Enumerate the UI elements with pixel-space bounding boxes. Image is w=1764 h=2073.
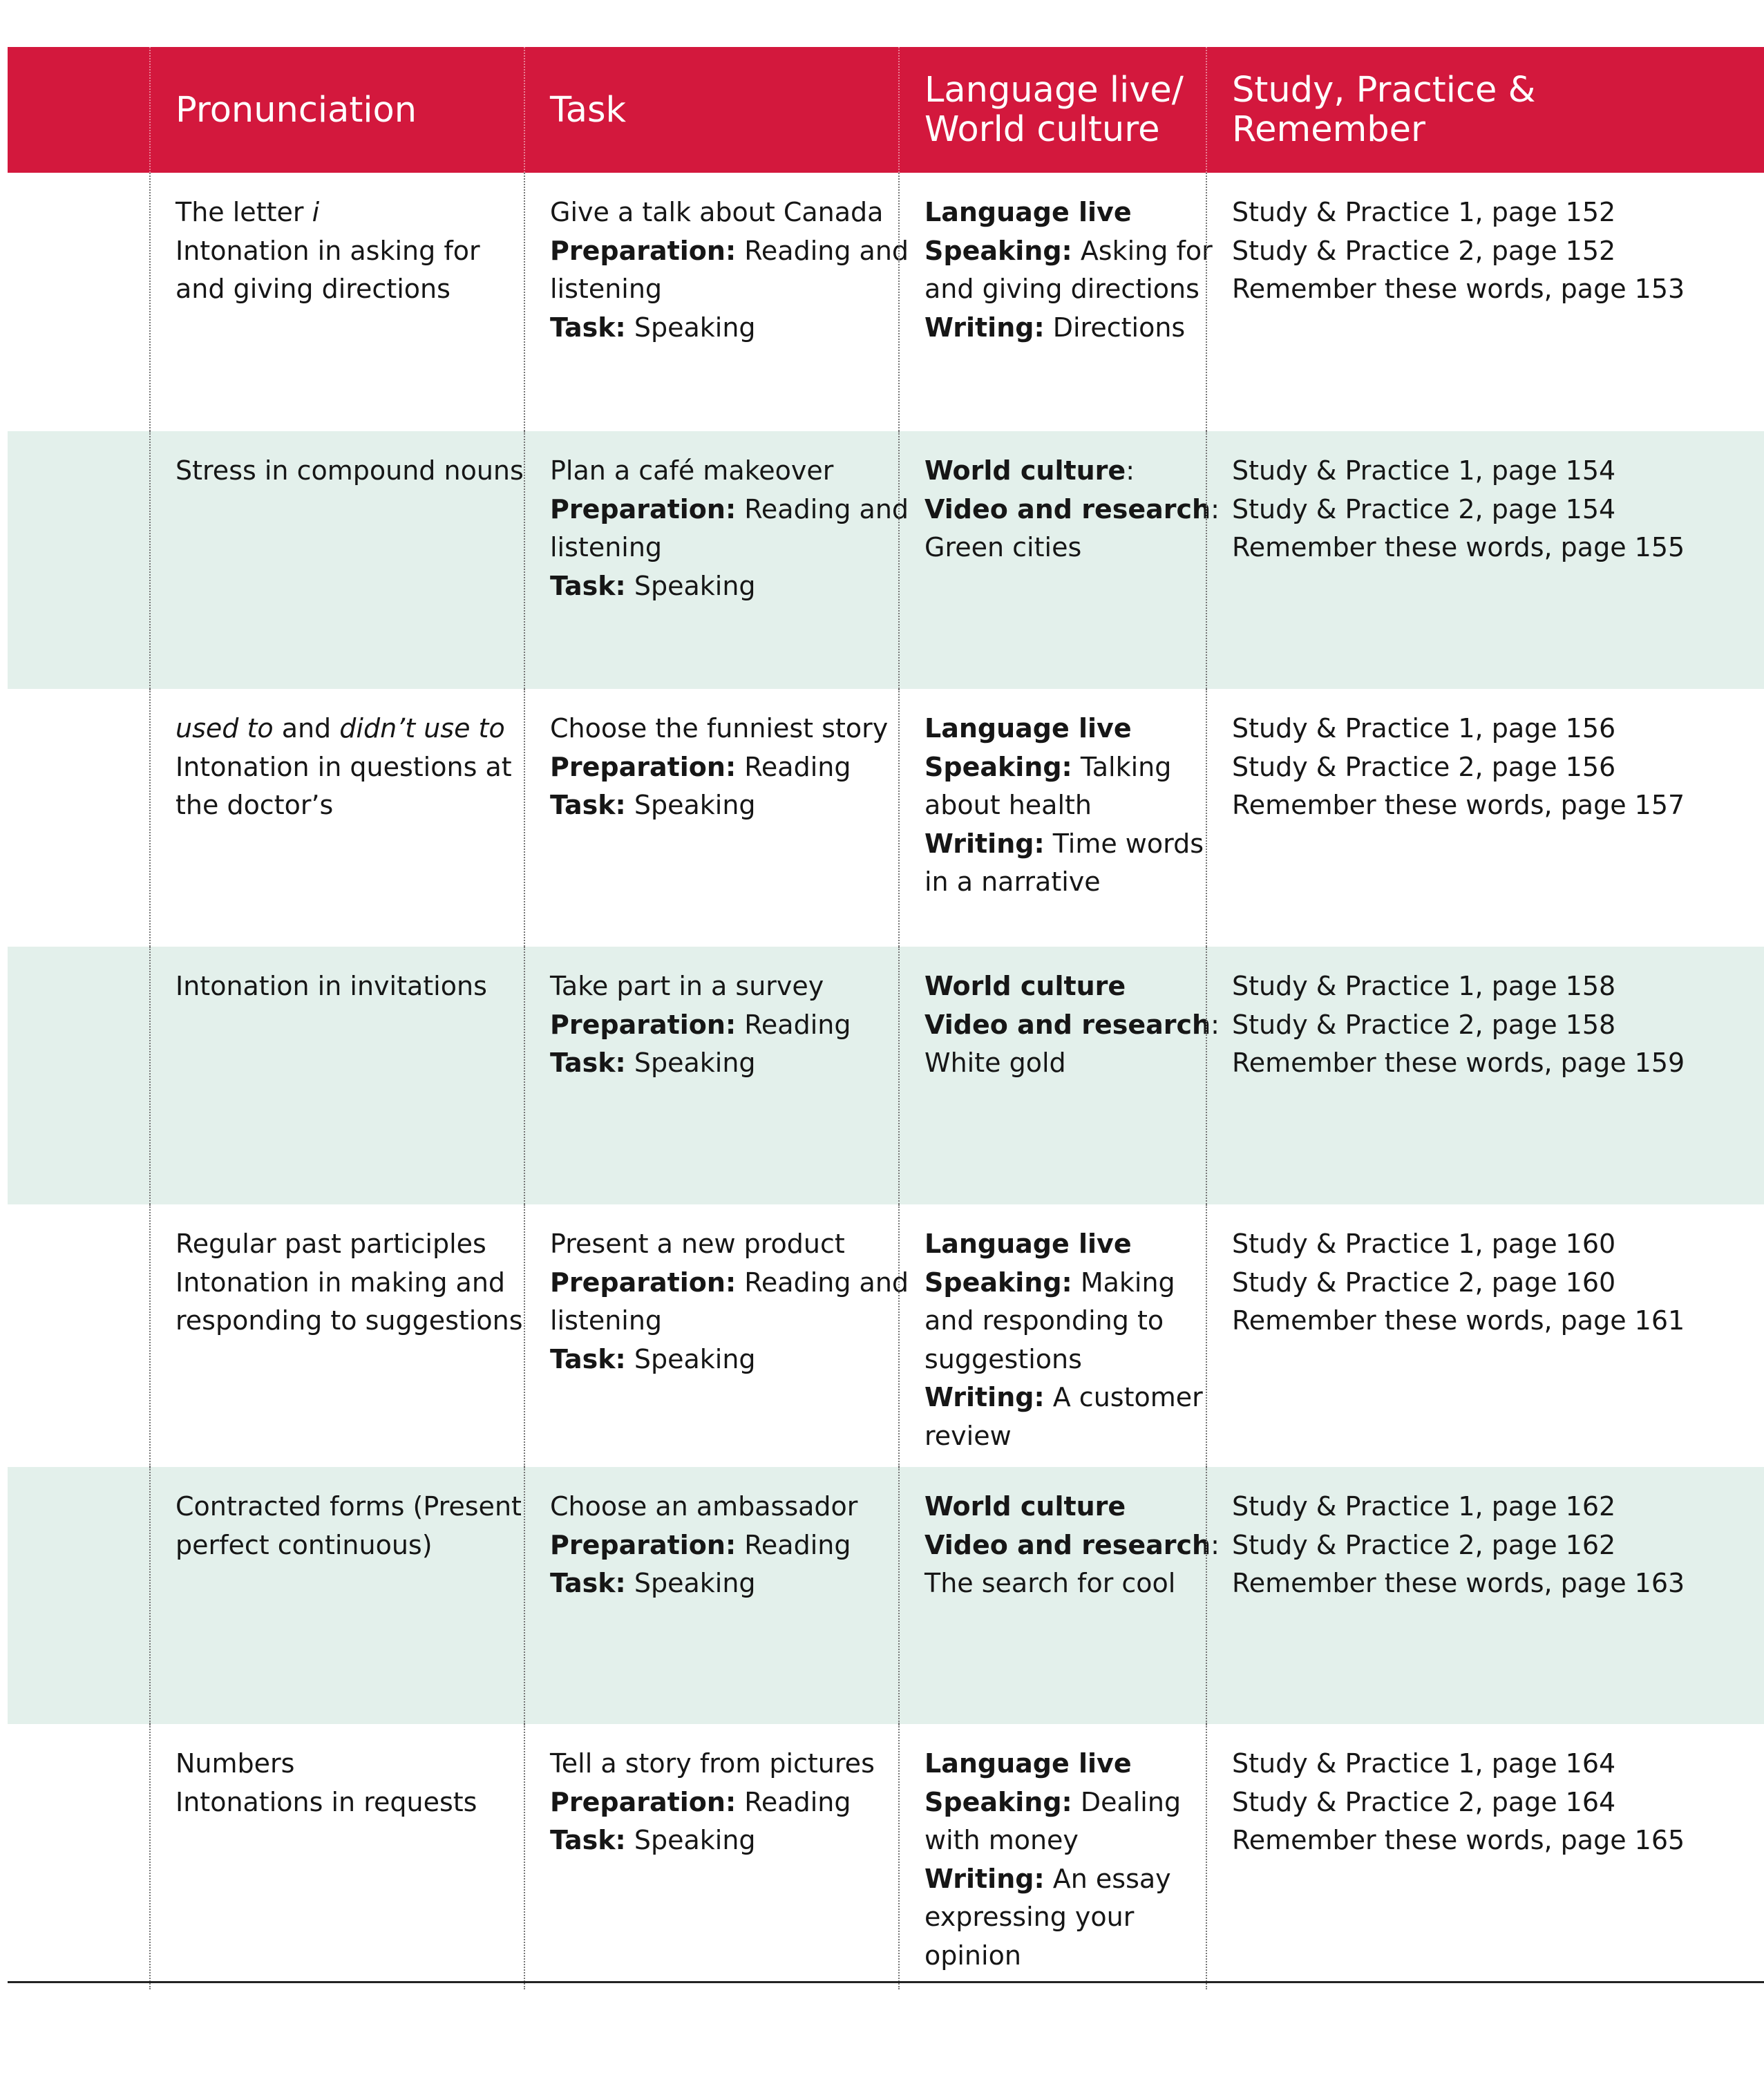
lang-label: Writing: <box>924 1382 1045 1412</box>
study-cell <box>1206 1204 1764 1467</box>
table-row <box>8 431 1764 689</box>
pronunciation-cell <box>149 1467 524 1724</box>
row-margin-cell <box>8 947 149 1204</box>
lang-text: and responding to <box>924 1305 1164 1336</box>
lang-text: expressing your <box>924 1902 1135 1932</box>
task-label: Task: <box>550 1568 626 1598</box>
task-text: Speaking <box>625 1048 756 1078</box>
syllabus-table <box>8 47 1764 1989</box>
task-cell <box>524 1467 898 1724</box>
lang-text: suggestions <box>924 1343 1082 1374</box>
task-text: Reading and <box>736 1267 909 1298</box>
task-text: listening <box>550 274 663 304</box>
task-label: Task: <box>550 790 626 820</box>
task-text: Speaking <box>625 312 756 343</box>
task-cell <box>524 947 898 1204</box>
pron-text: Intonation in asking for <box>176 235 480 266</box>
table-row <box>8 689 1764 947</box>
lang-label: Writing: <box>924 828 1045 859</box>
study-text: Study & Practice 2, page 154 <box>1232 493 1616 524</box>
task-label: Preparation: <box>550 1267 737 1298</box>
table-row <box>8 1204 1764 1467</box>
table-row <box>8 173 1764 431</box>
task-text: listening <box>550 1305 663 1336</box>
table-row <box>8 1467 1764 1724</box>
lang-label: Writing: <box>924 1863 1045 1894</box>
task-label: Task: <box>550 312 626 343</box>
task-label: Task: <box>550 570 626 601</box>
task-label: Preparation: <box>550 1009 737 1040</box>
study-text: Study & Practice 1, page 160 <box>1232 1229 1616 1259</box>
task-label: Preparation: <box>550 751 737 782</box>
study-text: Study & Practice 2, page 152 <box>1232 235 1616 266</box>
lang-heading: World culture <box>924 455 1126 486</box>
pron-text: Regular past participles <box>176 1229 486 1259</box>
task-title: Present a new product <box>550 1229 845 1259</box>
header-blank-cell <box>8 47 149 173</box>
task-label: Preparation: <box>550 235 737 266</box>
study-text: Study & Practice 1, page 154 <box>1232 455 1616 486</box>
pronunciation-cell <box>149 431 524 689</box>
header-task-label: Task <box>550 89 627 131</box>
pron-text: responding to suggestions <box>176 1305 523 1336</box>
header-language-label-1: Language live/ <box>924 70 1184 111</box>
pron-text: and giving directions <box>176 274 451 304</box>
lang-label: Video and research <box>924 1009 1211 1040</box>
task-cell <box>524 1724 898 1989</box>
lang-text: Asking for <box>1072 235 1213 266</box>
pron-text: Intonation in making and <box>176 1267 506 1298</box>
lang-text: A customer <box>1044 1382 1203 1412</box>
pron-text: Intonation in questions at <box>176 751 512 782</box>
pron-text: used to <box>176 713 274 744</box>
study-text: Study & Practice 2, page 160 <box>1232 1267 1616 1298</box>
task-text: Reading and <box>736 235 909 266</box>
study-cell <box>1206 173 1764 431</box>
task-label: Task: <box>550 1048 626 1078</box>
lang-text: : <box>1211 1009 1220 1040</box>
header-task <box>524 47 898 173</box>
pronunciation-cell <box>149 1724 524 1989</box>
lang-text: with money <box>924 1825 1079 1855</box>
lang-text: Green cities <box>924 532 1082 562</box>
row-margin-cell <box>8 431 149 689</box>
study-text: Remember these words, page 161 <box>1232 1305 1685 1336</box>
study-text: Study & Practice 2, page 156 <box>1232 751 1616 782</box>
table-header <box>8 47 1764 173</box>
lang-text: An essay <box>1044 1863 1171 1894</box>
pron-text: the doctor’s <box>176 790 334 820</box>
pron-text: Contracted forms (Present <box>176 1491 522 1522</box>
task-label: Task: <box>550 1343 626 1374</box>
pron-text: The letter <box>176 197 304 227</box>
study-text: Remember these words, page 155 <box>1232 532 1685 562</box>
language-cell <box>898 947 1220 1204</box>
lang-text: in a narrative <box>924 867 1101 897</box>
pron-text: Intonation in invitations <box>176 971 487 1001</box>
pronunciation-cell <box>149 1204 524 1467</box>
pron-text: and <box>273 713 340 744</box>
study-text: Study & Practice 1, page 152 <box>1232 197 1616 227</box>
header-study-label-2: Remember <box>1232 109 1425 150</box>
task-label: Preparation: <box>550 493 737 524</box>
task-text: Speaking <box>625 1825 756 1855</box>
pron-text: perfect continuous) <box>176 1529 433 1560</box>
pron-text: Stress in compound nouns <box>176 455 524 486</box>
pron-text: didn’t use to <box>339 713 505 744</box>
header-language-label-2: World culture <box>924 109 1160 150</box>
study-text: Study & Practice 2, page 158 <box>1232 1009 1616 1040</box>
language-cell <box>898 689 1206 947</box>
task-text: listening <box>550 532 663 562</box>
lang-text: The search for cool <box>924 1568 1176 1598</box>
study-cell <box>1206 1467 1764 1724</box>
task-text: Reading <box>736 1786 851 1817</box>
study-cell <box>1206 431 1764 689</box>
lang-text: Talking <box>1072 751 1172 782</box>
language-cell <box>898 173 1213 431</box>
table-row <box>8 1724 1764 1989</box>
task-text: Speaking <box>625 790 756 820</box>
lang-text: opinion <box>924 1940 1021 1971</box>
study-text: Study & Practice 2, page 164 <box>1232 1786 1616 1817</box>
row-margin-cell <box>8 1467 149 1724</box>
header-pronunciation <box>149 47 524 173</box>
table-row <box>8 947 1764 1204</box>
header-pronunciation-label: Pronunciation <box>176 89 417 131</box>
table-bottom-rule <box>8 1981 1764 1983</box>
lang-text: review <box>924 1420 1012 1451</box>
lang-heading: World culture <box>924 971 1126 1001</box>
pron-text: Intonations in requests <box>176 1786 477 1817</box>
task-label: Preparation: <box>550 1786 737 1817</box>
study-text: Study & Practice 1, page 156 <box>1232 713 1616 744</box>
study-text: Study & Practice 2, page 162 <box>1232 1529 1616 1560</box>
task-text: Reading <box>736 751 851 782</box>
task-title: Choose an ambassador <box>550 1491 858 1522</box>
task-text: Reading <box>736 1529 851 1560</box>
task-label: Task: <box>550 1825 626 1855</box>
study-text: Study & Practice 1, page 162 <box>1232 1491 1616 1522</box>
pronunciation-cell <box>149 947 524 1204</box>
task-text: Speaking <box>625 570 756 601</box>
lang-heading: Language live <box>924 197 1132 227</box>
pron-text: Numbers <box>176 1748 295 1779</box>
language-cell <box>898 1724 1206 1989</box>
pronunciation-cell <box>149 689 524 947</box>
lang-text: and giving directions <box>924 274 1199 304</box>
task-text: Reading <box>736 1009 851 1040</box>
language-cell <box>898 1204 1206 1467</box>
lang-text: Dealing <box>1072 1786 1182 1817</box>
study-text: Study & Practice 1, page 158 <box>1232 971 1616 1001</box>
task-title: Take part in a survey <box>550 971 824 1001</box>
task-label: Preparation: <box>550 1529 737 1560</box>
task-cell <box>524 173 909 431</box>
lang-text: : <box>1211 1529 1220 1560</box>
lang-label: Writing: <box>924 312 1045 343</box>
task-cell <box>524 431 909 689</box>
header-study-label-1: Study, Practice & <box>1232 70 1536 111</box>
task-text: Speaking <box>625 1568 756 1598</box>
row-margin-cell <box>8 1204 149 1467</box>
lang-label: Speaking: <box>924 1786 1072 1817</box>
lang-label: Video and research <box>924 493 1211 524</box>
lang-label: Speaking: <box>924 235 1072 266</box>
study-cell <box>1206 689 1764 947</box>
study-text: Remember these words, page 163 <box>1232 1568 1685 1598</box>
lang-text: White gold <box>924 1048 1066 1078</box>
pron-text: i <box>312 197 320 227</box>
lang-text: about health <box>924 790 1092 820</box>
lang-text: Time words <box>1044 828 1204 859</box>
study-text: Remember these words, page 165 <box>1232 1825 1685 1855</box>
task-title: Tell a story from pictures <box>550 1748 875 1779</box>
task-title: Plan a café makeover <box>550 455 834 486</box>
language-cell <box>898 1467 1220 1724</box>
task-cell <box>524 1204 909 1467</box>
language-cell <box>898 431 1220 689</box>
task-title: Give a talk about Canada <box>550 197 884 227</box>
lang-text: Directions <box>1044 312 1186 343</box>
study-cell <box>1206 1724 1764 1989</box>
lang-text: : <box>1126 455 1135 486</box>
lang-label: Speaking: <box>924 751 1072 782</box>
study-cell <box>1206 947 1764 1204</box>
study-text: Remember these words, page 153 <box>1232 274 1685 304</box>
study-text: Study & Practice 1, page 164 <box>1232 1748 1616 1779</box>
task-text: Speaking <box>625 1343 756 1374</box>
header-study <box>1206 47 1764 173</box>
task-cell <box>524 689 898 947</box>
lang-heading: Language live <box>924 1748 1132 1779</box>
task-title: Choose the funniest story <box>550 713 889 744</box>
row-margin-cell <box>8 689 149 947</box>
lang-heading: Language live <box>924 713 1132 744</box>
lang-label: Speaking: <box>924 1267 1072 1298</box>
row-margin-cell <box>8 1724 149 1989</box>
row-margin-cell <box>8 173 149 431</box>
task-text: Reading and <box>736 493 909 524</box>
study-text: Remember these words, page 159 <box>1232 1048 1685 1078</box>
lang-heading: Language live <box>924 1229 1132 1259</box>
lang-text: Making <box>1072 1267 1175 1298</box>
study-text: Remember these words, page 157 <box>1232 790 1685 820</box>
lang-label: Video and research <box>924 1529 1211 1560</box>
pronunciation-cell <box>149 173 524 431</box>
lang-text: : <box>1211 493 1220 524</box>
lang-heading: World culture <box>924 1491 1126 1522</box>
header-language-live <box>898 47 1206 173</box>
